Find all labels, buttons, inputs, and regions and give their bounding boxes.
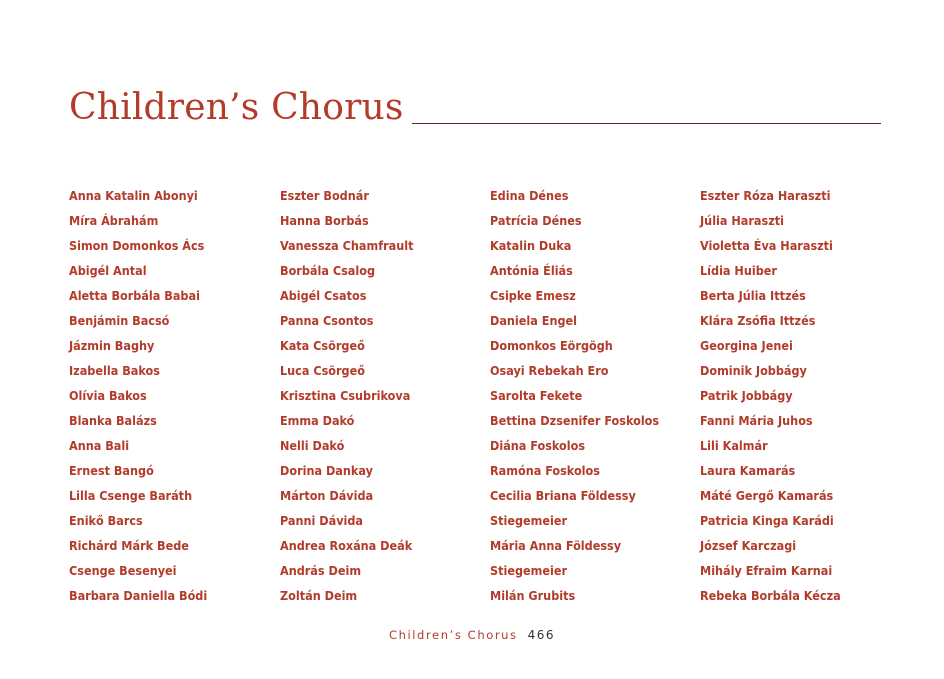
chorus-member-name: Aletta Borbála Babai (69, 288, 200, 303)
chorus-member-name: Andrea Roxána Deák (280, 538, 413, 553)
chorus-member-name: Panna Csontos (280, 313, 374, 328)
chorus-member-name: Júlia Haraszti (700, 213, 784, 228)
chorus-member-name: Stiegemeier (490, 563, 568, 578)
chorus-member-name: Jázmin Baghy (69, 338, 155, 353)
chorus-member-name: Anna Bali (69, 438, 130, 453)
chorus-member-name: Klára Zsófia Ittzés (700, 313, 816, 328)
page-footer (0, 627, 944, 643)
page-number: 466 (527, 628, 556, 642)
page-title: Children’s Chorus (69, 87, 404, 128)
name-column-1 (69, 183, 207, 608)
chorus-member-name: Enikő Barcs (69, 513, 143, 528)
chorus-member-name: Benjámin Bacsó (69, 313, 170, 328)
chorus-member-name: Mária Anna Földessy (490, 538, 622, 553)
chorus-member-name: Ramóna Foskolos (490, 463, 600, 478)
chorus-member-name: Fanni Mária Juhos (700, 413, 813, 428)
chorus-member-name: Laura Kamarás (700, 463, 796, 478)
chorus-member-name: Kata Csörgeő (280, 338, 365, 353)
chorus-member-name: András Deim (280, 563, 362, 578)
chorus-member-name: Borbála Csalog (280, 263, 375, 278)
chorus-member-name: Emma Dakó (280, 413, 355, 428)
title-rule (412, 123, 881, 124)
chorus-member-name: Domonkos Eörgögh (490, 338, 613, 353)
chorus-member-name: Edina Dénes (490, 188, 569, 203)
chorus-member-name: Anna Katalin Abonyi (69, 188, 198, 203)
chorus-member-name: Izabella Bakos (69, 363, 160, 378)
chorus-member-name: Antónia Éliás (490, 263, 573, 278)
footer-running-title: Children’s Chorus (388, 628, 518, 642)
chorus-member-name: Simon Domonkos Ács (69, 238, 205, 253)
name-column-2 (280, 183, 414, 608)
chorus-member-name: Katalin Duka (490, 238, 572, 253)
name-column-4 (700, 183, 841, 608)
name-columns (69, 183, 889, 613)
chorus-member-name: Richárd Márk Bede (69, 538, 189, 553)
chorus-member-name: Rebeka Borbála Kécza (700, 588, 841, 603)
chorus-member-name: Luca Csörgeő (280, 363, 365, 378)
chorus-member-name: Barbara Daniella Bódi (69, 588, 208, 603)
chorus-member-name: Patrik Jobbágy (700, 388, 793, 403)
chorus-member-name: Dominik Jobbágy (700, 363, 807, 378)
chorus-member-name: Márton Dávida (280, 488, 374, 503)
chorus-member-name: Stiegemeier (490, 513, 568, 528)
chorus-member-name: Csenge Besenyei (69, 563, 177, 578)
name-column-3 (490, 183, 659, 608)
chorus-member-name: Patrícia Dénes (490, 213, 582, 228)
chorus-member-name: Cecilia Briana Földessy (490, 488, 636, 503)
chorus-member-name: Blanka Balázs (69, 413, 157, 428)
chorus-member-name: Lili Kalmár (700, 438, 768, 453)
chorus-member-name: Milán Grubits (490, 588, 576, 603)
chorus-member-name: Diána Foskolos (490, 438, 586, 453)
chorus-member-name: Nelli Dakó (280, 438, 345, 453)
chorus-member-name: Ernest Bangó (69, 463, 154, 478)
chorus-member-name: Georgina Jenei (700, 338, 793, 353)
chorus-member-name: Vanessza Chamfrault (280, 238, 414, 253)
chorus-member-name: Zoltán Deim (280, 588, 358, 603)
chorus-member-name: Abigél Antal (69, 263, 147, 278)
chorus-member-name: Lilla Csenge Baráth (69, 488, 193, 503)
page-header (69, 88, 881, 128)
chorus-member-name: Máté Gergő Kamarás (700, 488, 834, 503)
chorus-member-name: Hanna Borbás (280, 213, 369, 228)
chorus-member-name: Berta Júlia Ittzés (700, 288, 806, 303)
chorus-member-name: Eszter Róza Haraszti (700, 188, 831, 203)
chorus-member-name: Daniela Engel (490, 313, 577, 328)
chorus-member-name: Violetta Éva Haraszti (700, 238, 833, 253)
chorus-member-name: Dorina Dankay (280, 463, 373, 478)
chorus-member-name: Csipke Emesz (490, 288, 576, 303)
chorus-member-name: Krisztina Csubrikova (280, 388, 411, 403)
chorus-member-name: Olívia Bakos (69, 388, 147, 403)
chorus-member-name: Eszter Bodnár (280, 188, 369, 203)
chorus-member-name: Abigél Csatos (280, 288, 367, 303)
chorus-member-name: Sarolta Fekete (490, 388, 583, 403)
chorus-member-name: József Karczagi (700, 538, 797, 553)
chorus-member-name: Osayi Rebekah Ero (490, 363, 609, 378)
chorus-member-name: Panni Dávida (280, 513, 364, 528)
chorus-member-name: Míra Ábrahám (69, 213, 159, 228)
chorus-member-name: Mihály Efraim Karnai (700, 563, 833, 578)
chorus-member-name: Patricia Kinga Karádi (700, 513, 834, 528)
chorus-member-name: Bettina Dzsenifer Foskolos (490, 413, 660, 428)
chorus-member-name: Lídia Huiber (700, 263, 777, 278)
